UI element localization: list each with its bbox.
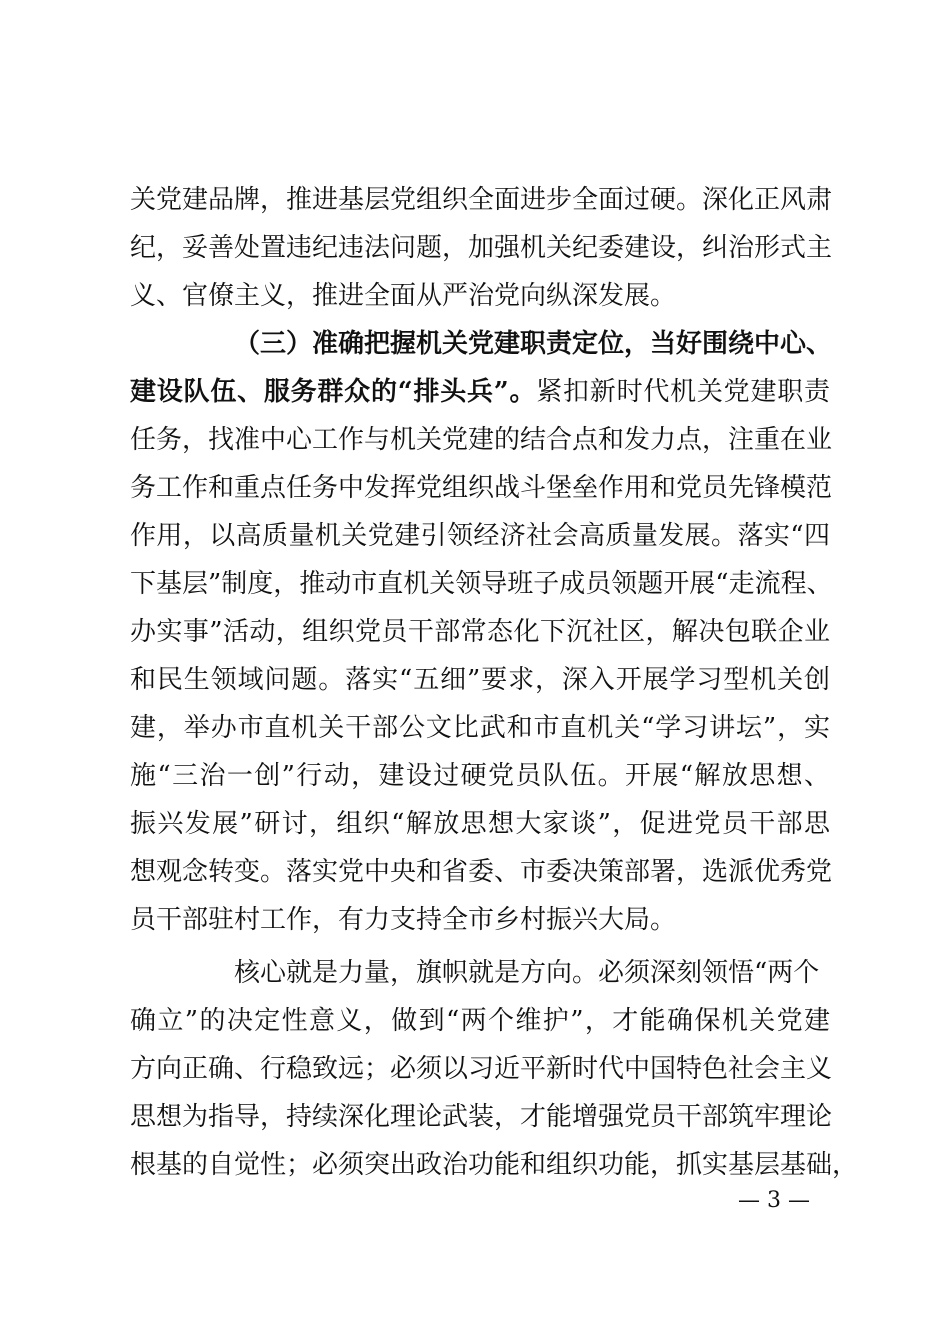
body-text xyxy=(130,176,859,1189)
paragraph-1-line-2: 纪，妥善处置违纪违法问题，加强机关纪委建设，纠治形式主 xyxy=(130,233,833,263)
paragraph-2-line-3: 任务，找准中心工作与机关党建的结合点和发力点，注重在业 xyxy=(130,425,833,455)
section-heading-line-2 xyxy=(130,368,830,416)
paragraph-2-line-8: 和民生领域问题。落实“五细”要求，深入开展学习型机关创 xyxy=(130,665,830,695)
section-heading-bold: 建设队伍、服务群众的“排头兵”。 xyxy=(130,377,537,407)
section-heading-line-1: （三）准确把握机关党建职责定位，当好围绕中心、 xyxy=(234,329,833,359)
paragraph-2-line-11: 振兴发展”研讨，组织“解放思想大家谈”，促进党员干部思 xyxy=(130,809,830,839)
paragraph-3-line-4: 思想为指导，持续深化理论武装，才能增强党员干部筑牢理论 xyxy=(130,1102,833,1132)
paragraph-2-line-12: 想观念转变。落实党中央和省委、市委决策部署，选派优秀党 xyxy=(130,857,833,887)
paragraph-2-line-10: 施“三治一创”行动，建设过硬党员队伍。开展“解放思想、 xyxy=(130,761,830,791)
paragraph-2-line-9: 建，举办市直机关干部公文比武和市直机关“学习讲坛”，实 xyxy=(130,713,830,743)
paragraph-2-line-2-rest: 紧扣新时代机关党建职责 xyxy=(536,377,830,407)
paragraph-1-line-1: 关党建品牌，推进基层党组织全面进步全面过硬。深化正风肃 xyxy=(130,185,833,215)
paragraph-2-line-13: 员干部驻村工作，有力支持全市乡村振兴大局。 xyxy=(130,905,677,935)
paragraph-3-line-2: 确立”的决定性意义，做到“两个维护”，才能确保机关党建 xyxy=(130,1006,830,1036)
paragraph-3-line-5: 根基的自觉性；必须突出政治功能和组织功能，抓实基层基础， xyxy=(130,1150,859,1180)
paragraph-2-line-4: 务工作和重点任务中发挥党组织战斗堡垒作用和党员先锋模范 xyxy=(130,473,833,503)
paragraph-2-line-6: 下基层”制度，推动市直机关领导班子成员领题开展“走流程、 xyxy=(130,569,833,599)
paragraph-1-line-3: 义、官僚主义，推进全面从严治党向纵深发展。 xyxy=(130,281,677,311)
paragraph-2-line-5: 作用，以高质量机关党建引领经济社会高质量发展。落实“四 xyxy=(130,521,830,551)
paragraph-2-line-7: 办实事”活动，组织党员干部常态化下沉社区，解决包联企业 xyxy=(130,617,830,647)
paragraph-3-line-1: 核心就是力量，旗帜就是方向。必须深刻领悟“两个 xyxy=(234,958,820,988)
page-number: — 3 — xyxy=(738,1188,810,1213)
paragraph-3-line-3: 方向正确、行稳致远；必须以习近平新时代中国特色社会主义 xyxy=(130,1054,833,1084)
